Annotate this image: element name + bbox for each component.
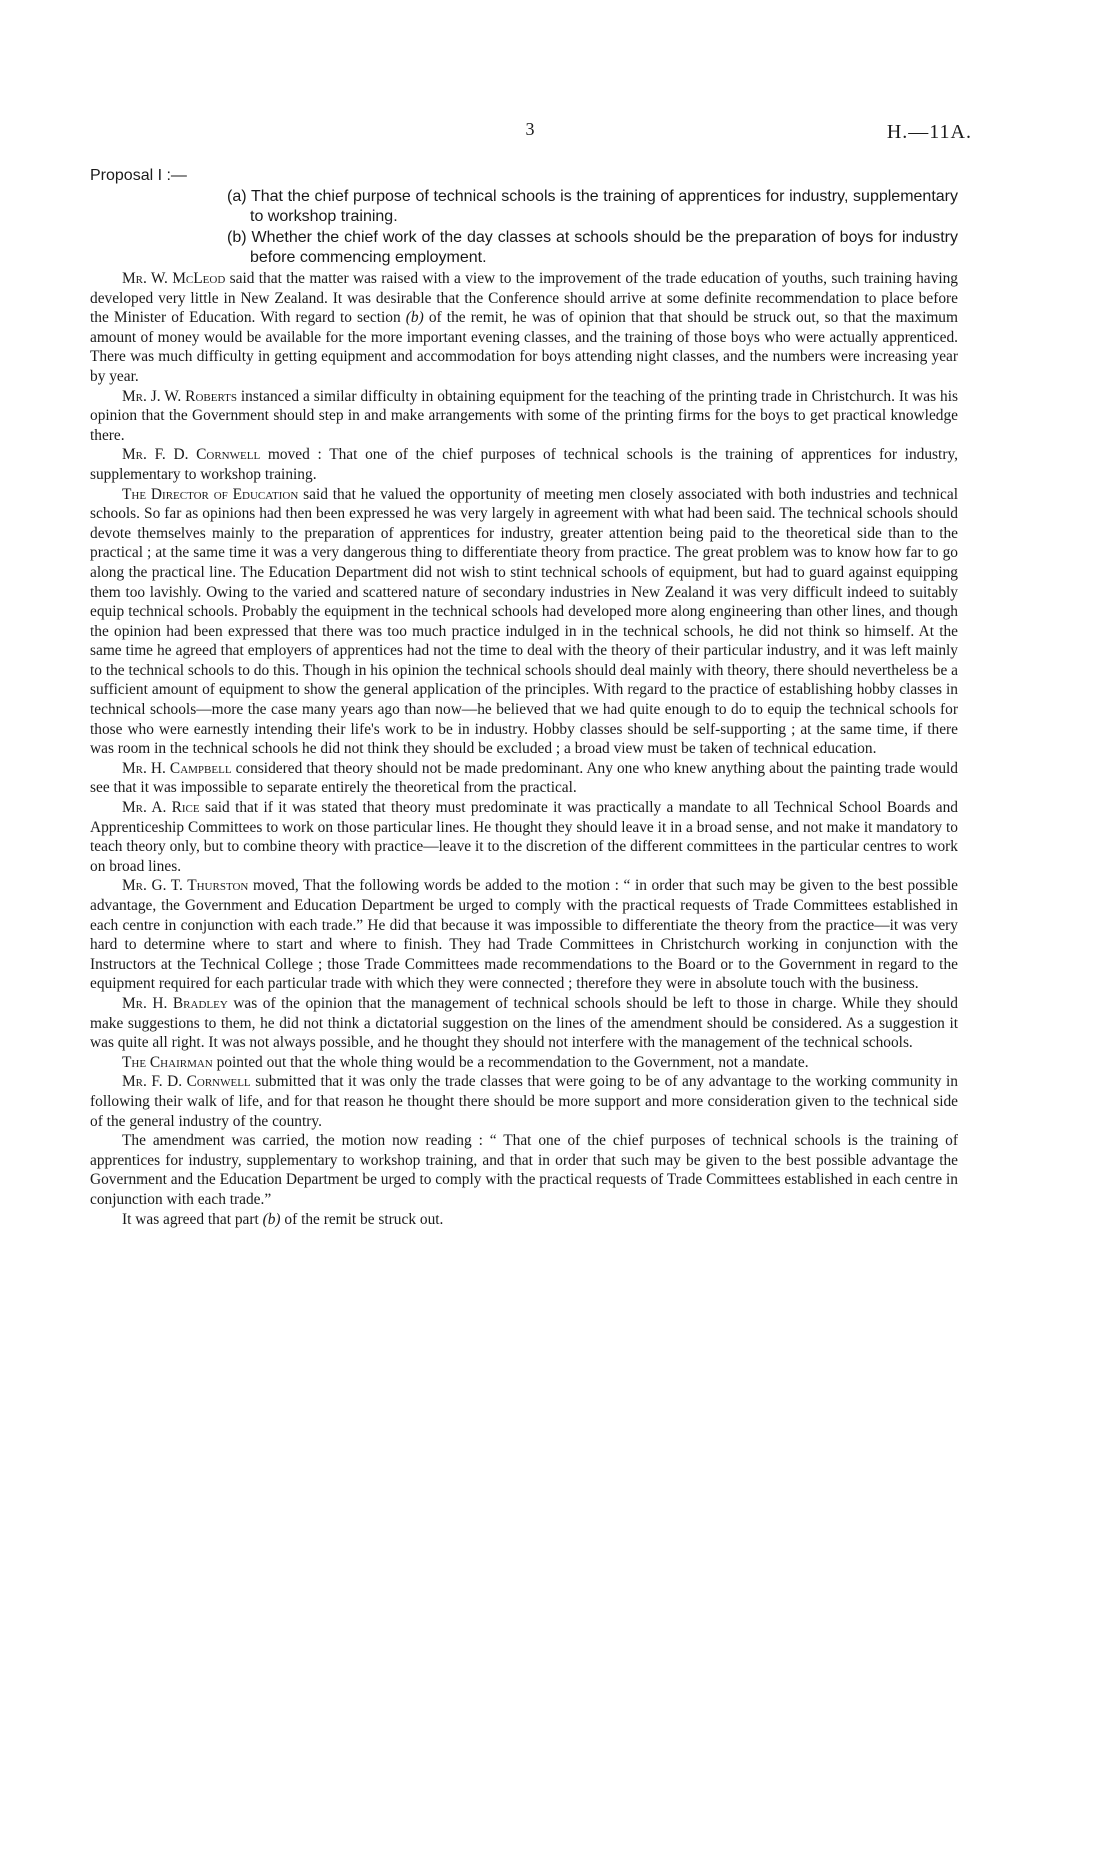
paragraph — [90, 1053, 958, 1073]
paragraph — [90, 994, 958, 1053]
remit-item-label: (a) — [227, 188, 247, 205]
paragraph-text: said that the matter was raised with a view to the improvement of the trade education of youths, such training having developed very little in New Zealand. It was desirable that the Conference should arrive at some definite recommendation to place before the Minister of Education. With regard to section — [90, 270, 959, 327]
page-number: 3 — [525, 119, 535, 139]
paragraph-text: was of the opinion that the management of technical schools should be left to those in charge. While they should make suggestions to them, he did not think a dictatorial suggestion on the lines of the amendment should be considered. As a suggestion it was quite all right. It was not always possible, and he thought they should not interfere with the management of the technical schools. — [90, 994, 959, 1052]
paragraph-text: It was agreed that part — [122, 1210, 263, 1228]
paragraph — [90, 485, 958, 759]
speaker-name: Mr. H. Campbell — [122, 759, 232, 777]
paragraph-text: instanced a similar difficulty in obtaining equipment for the teaching of the printing trade in Christchurch. It was his opinion that the Government should step in and make arrangements with some of the printing firms for the boys to get practical knowledge there. — [90, 387, 959, 444]
paragraph-text: pointed out that the whole thing would be a recommendation to the Government, not a mandate. — [212, 1053, 809, 1071]
speaker-name: Mr. G. T. Thurston — [122, 877, 249, 895]
speaker-name: Mr. F. D. Cornwell — [122, 446, 261, 464]
speaker-name: The Chairman — [122, 1053, 213, 1071]
paragraph — [90, 269, 958, 387]
paragraph-text: moved, That the following words be added to the motion : “ in order that such may be given to the best possible advantage, the Government and Education Department be urged to comply with the practical requests of Trade Committees established in each centre in conjunction with each trade.” He did that because it was impossible to differentiate the theory from the practice—it was very hard to determine where to start and where to finish. They had Trade Committees in Christchurch working in conjunction with the Instructors at the Technical College ; those Trade Committees made recommendations to the Board or to the Government in regard to the equipment required for each particular trade with which they were connected ; therefore they were in absolute touch with the business. — [90, 877, 958, 993]
paragraph — [90, 1072, 958, 1131]
proposal-heading: Proposal I :— — [90, 167, 187, 184]
paragraph-text: said that he valued the opportunity of meeting men closely associated with both industries and technical schools. So far as opinions had then been expressed he was very largely in agreement with what had been said. The technical schools should devote themselves mainly to the preparation of apprentices for industry, greater attention being paid to the theoretical side than to the practical ; at the same time it was a very dangerous thing to differentiate theory from practice. The great problem was to know how far to go along the practical line. The Education Department did not wish to stint technical schools of equipment, but had to guard against equipping them too lavishly. Owing to the varied and scattered nature of secondary industries in New Zealand it was very difficult indeed to suitably equip technical schools. Probably the equipment in the technical schools had developed more along engineering than other lines, and though the opinion had been expressed that there was too much practice indulged in in the technical schools, he did not think so himself. At the same time he agreed that employers of apprentices had not the time to deal with the theory of their particular industry, and it was left mainly to the technical schools to do this. Though in his opinion the technical schools should deal mainly with theory, there should nevertheless be a sufficient amount of equipment to show the general application of the principles. With regard to the practice of establishing hobby classes in technical schools—more the case many years ago than now—he believed that we had quite enough to do to equip the technical schools for those who were earnestly intending their life's work to be in industry. Hobby classes should be self-supporting ; at the same time, if there was room in the technical schools he did not think they should be excluded ; a broad view must be taken of technical education. — [90, 485, 958, 758]
remit-item-text: Whether the chief work of the day classes at schools should be the preparation of boys for industry before commencing employment. — [250, 229, 958, 266]
paragraph-text: considered that theory should not be made predominant. Any one who knew anything about the painting trade would see that it was impossible to separate entirely the theoretical from the practical. — [90, 759, 958, 797]
paragraph — [90, 798, 958, 876]
paragraph — [90, 1131, 958, 1209]
paragraph-text: moved : That one of the chief purposes of technical schools is the training of apprentices for industry, supplementary to workshop training. — [90, 446, 958, 483]
paragraph-text: submitted that it was only the trade classes that were going to be of any advantage to the working community in following their walk of life, and for that reason he thought there should be more support and more consideration given to the technical side of the general industry of the country. — [90, 1073, 958, 1130]
document-body — [90, 166, 958, 1229]
speaker-name: Mr. F. D. Cornwell — [122, 1073, 251, 1091]
document-reference: H.—11A. — [886, 121, 972, 143]
speaker-name: Mr. H. Bradley — [122, 994, 228, 1012]
speaker-name: Mr. J. W. Roberts — [122, 387, 237, 405]
paragraph — [90, 759, 958, 798]
speaker-name: Mr. A. Rice — [122, 799, 200, 817]
remit-item-a — [90, 187, 958, 227]
paragraph — [90, 876, 958, 994]
paragraph-text: of the remit be struck out. — [280, 1210, 444, 1228]
paragraph — [90, 445, 958, 484]
remit-item-b — [90, 228, 958, 268]
paragraph — [90, 387, 958, 446]
section-reference: (b) — [262, 1210, 281, 1228]
paragraph — [90, 1210, 958, 1230]
paragraph-text: The amendment was carried, the motion now reading : “ That one of the chief purposes of technical schools is the training of apprentices for industry, supplementary to workshop training, and that in order that such may be given to the best possible advantage the Government and the Education Department be urged to comply with the practical requests of Trade Committees established in each centre in conjunction with each trade.” — [90, 1132, 958, 1208]
remit-item-label: (b) — [227, 229, 247, 246]
speaker-name: The Director of Education — [122, 485, 299, 503]
speaker-name: Mr. W. McLeod — [122, 270, 226, 287]
paragraph-text: of the remit, he was of opinion that that should be struck out, so that the maximum amount of money would be available for the more important evening classes, and the training of those boys who were actually apprenticed. There was much difficulty in getting equipment and accommodation for boys attending night classes, and the numbers were increasing year by year. — [90, 309, 958, 385]
section-reference: (b) — [405, 309, 424, 327]
remit-item-text: That the chief purpose of technical schools is the training of apprentices for industry, supplementary to workshop training. — [250, 188, 958, 225]
paragraph-text: said that if it was stated that theory must predominate it was practically a mandate to all Technical School Boards and Apprenticeship Committees to work on those particular lines. He thought they should leave it in a broad sense, and not make it mandatory to teach theory only, but to combine theory with practice—leave it to the discretion of the different committees in the particular centres to work on broad lines. — [90, 799, 958, 875]
